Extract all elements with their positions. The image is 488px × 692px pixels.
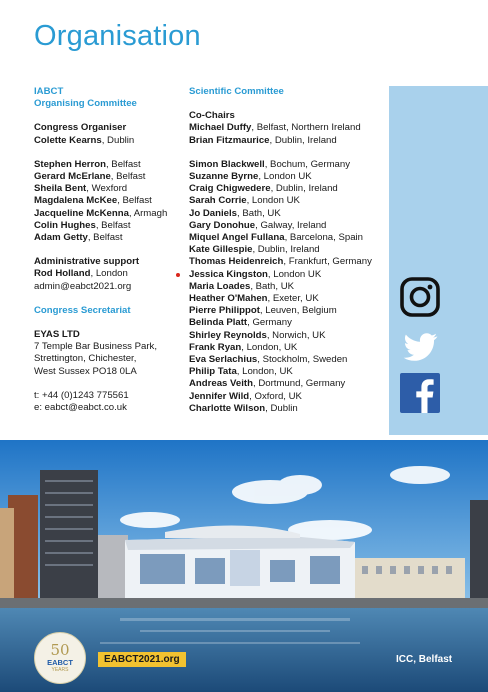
organising-committee-column — [34, 86, 184, 414]
cochairs-label: Co-Chairs — [189, 110, 235, 122]
committee-member: Miquel Angel Fullana, Barcelona, Spain — [189, 232, 363, 244]
instagram-icon[interactable] — [400, 277, 440, 317]
cochairs-list — [189, 122, 384, 146]
committee-member: Jo Daniels, Bath, UK — [189, 207, 281, 219]
committee-member: Eva Serlachius, Stockholm, Sweden — [189, 354, 348, 366]
scientific-committee-column — [189, 86, 384, 415]
committee-member: Stephen Herron, Belfast — [34, 158, 141, 170]
admin-label: Administrative support — [34, 256, 140, 268]
committee-member: Jacqueline McKenna, Armagh — [34, 207, 168, 219]
committee-member: Heather O'Mahen, Exeter, UK — [189, 293, 319, 305]
committee-member: Simon Blackwell, Bochum, Germany — [189, 158, 351, 170]
facebook-icon[interactable] — [400, 373, 440, 413]
organiser-entry: Colette Kearns, Dublin — [34, 134, 135, 146]
secretariat-heading: Congress Secretariat — [34, 304, 131, 316]
committee-member: Maria Loades, Bath, UK — [189, 280, 295, 292]
phone-number: t: +44 (0)1243 775561 — [34, 389, 129, 401]
admin-entry: Rod Holland, London — [34, 268, 128, 280]
scientific-heading: Scientific Committee — [189, 86, 284, 97]
committee-member: Thomas Heidenreich, Frankfurt, Germany — [189, 256, 372, 268]
organising-members-list — [34, 159, 184, 244]
committee-member: Frank Ryan, London, UK — [189, 341, 298, 353]
page-title: Organisation — [34, 20, 201, 52]
website-link[interactable]: EABCT2021.org — [98, 652, 186, 667]
cochair-member: Michael Duffy, Belfast, Northern Ireland — [189, 122, 361, 134]
org-heading-committee: Organising Committee — [34, 98, 137, 110]
committee-member: Belinda Platt, Germany — [189, 317, 292, 329]
scientific-members-list — [189, 159, 384, 415]
committee-member: Jennifer Wild, Oxford, UK — [189, 390, 302, 402]
committee-member: Gary Donohue, Galway, Ireland — [189, 219, 327, 231]
twitter-icon[interactable] — [400, 327, 440, 367]
committee-member: Colin Hughes, Belfast — [34, 219, 131, 231]
committee-member: Adam Getty, Belfast — [34, 232, 123, 244]
committee-member: Suzanne Byrne, London UK — [189, 171, 312, 183]
eabct-50-years-logo: 50 EABCT YEARS — [34, 632, 86, 684]
committee-member: Pierre Philippot, Leuven, Belgium — [189, 305, 337, 317]
committee-member: Shirley Reynolds, Norwich, UK — [189, 329, 326, 341]
photo-caption: ICC, Belfast — [396, 654, 453, 665]
committee-member: Jessica Kingston, London UK — [189, 268, 322, 280]
committee-member: Charlotte Wilson, Dublin — [189, 402, 298, 414]
address-line: West Sussex PO18 0LA — [34, 365, 137, 377]
committee-member: Kate Gillespie, Dublin, Ireland — [189, 244, 320, 256]
committee-member: Sheila Bent, Wexford — [34, 183, 128, 195]
committee-member: Philip Tata, London, UK — [189, 366, 293, 378]
org-heading-iabct: IABCT — [34, 86, 64, 97]
cochair-member: Brian Fitzmaurice, Dublin, Ireland — [189, 134, 337, 146]
red-dot-marker — [176, 273, 180, 277]
company-name: EYAS LTD — [34, 329, 80, 341]
email-link[interactable]: e: eabct@eabct.co.uk — [34, 402, 127, 414]
organiser-label: Congress Organiser — [34, 122, 127, 134]
address-line: 7 Temple Bar Business Park, — [34, 341, 157, 353]
address-line: Strettington, Chichester, — [34, 353, 137, 365]
committee-member: Gerard McErlane, Belfast — [34, 171, 146, 183]
committee-member: Magdalena McKee, Belfast — [34, 195, 152, 207]
committee-member: Craig Chigwedere, Dublin, Ireland — [189, 183, 338, 195]
admin-email-link[interactable]: admin@eabct2021.org — [34, 280, 132, 292]
committee-member: Andreas Veith, Dortmund, Germany — [189, 378, 346, 390]
committee-member: Sarah Corrie, London UK — [189, 195, 300, 207]
